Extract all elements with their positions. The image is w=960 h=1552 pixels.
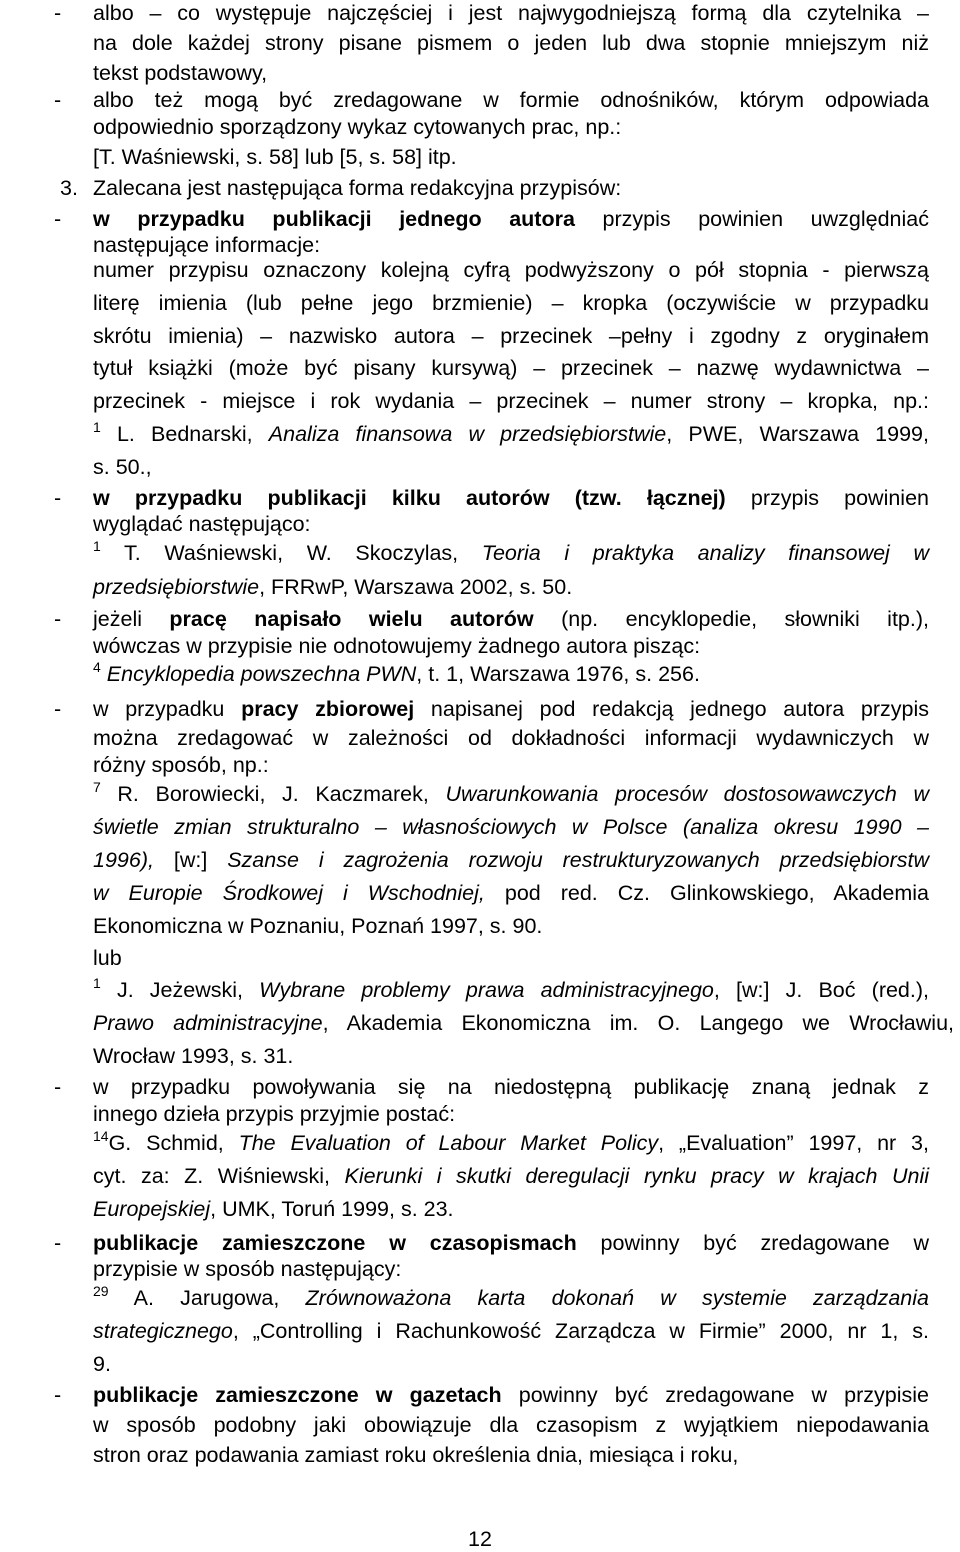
italic-title: Wybrane problemy prawa administracyjnego [259, 978, 714, 1002]
footnote-marker: 1 [93, 975, 101, 991]
page-number: 12 [468, 1527, 492, 1551]
list-dash: - [54, 1383, 62, 1407]
text-line [93, 1233, 929, 1255]
footnote-marker: 1 [93, 419, 101, 435]
list-dash: - [54, 697, 62, 721]
text-line [93, 883, 929, 905]
text-line: przecinek - miejsce i rok wydania – przecinek – numer strony – kropka, np.: [93, 389, 929, 413]
italic-title: The Evaluation of Labour Market Policy [238, 1131, 659, 1155]
text-span: L. Bednarski, [100, 422, 269, 446]
text-line [93, 209, 929, 231]
text-span: , PWE, Warszawa 1999, [666, 422, 929, 446]
text-line: w sposób podobny jaki obowiązuje dla czasopism z wyjątkiem niepodawania [93, 1413, 929, 1437]
text-line [93, 699, 929, 721]
italic-title: w Europie Środkowej i Wschodniej, [93, 881, 485, 905]
list-dash: - [54, 1075, 62, 1099]
text-line: skrótu imienia) – nazwisko autora – przecinek –pełny i zgodny z oryginałem [93, 324, 929, 348]
italic-title: Szanse i zagrożenia rozwoju restrukturyzowanych przedsiębiorstw [227, 848, 929, 872]
text-span: w przypadku [93, 697, 242, 721]
text-span: jeżeli [93, 607, 170, 631]
bold-text: w przypadku publikacji jednego autora [93, 207, 575, 231]
text-span: powinny być zredagowane w przypisie [501, 1383, 929, 1407]
text-span: pod red. Cz. Glinkowskiego, Akademia [484, 881, 930, 905]
text-span: G. Schmid, [108, 1131, 239, 1155]
footnote-marker: 29 [93, 1283, 109, 1299]
text-line: wyglądać następująco: [93, 512, 311, 536]
text-line: numer przypisu oznaczony kolejną cyfrą podwyższony o pół stopnia - pierwszą [93, 258, 929, 282]
text-span: (np. encyklopedie, słowniki itp.), [533, 607, 929, 631]
text-line: na dole każdej strony pisane pismem o jeden lub dwa stopnie mniejszym niż [93, 31, 929, 55]
text-span: , UMK, Toruń 1999, s. 23. [210, 1197, 454, 1221]
text-line [93, 1013, 954, 1035]
text-line: w przypadku powoływania się na niedostępną publikację znaną jednak z [93, 1075, 929, 1099]
bold-text: w przypadku publikacji kilku autorów (tzw. [93, 486, 647, 510]
text-line: 9. [93, 1352, 111, 1376]
text-line [93, 488, 929, 510]
text-line: można zredagować w zależności od dokładności informacji wydawniczych w [93, 726, 929, 750]
text-line [93, 659, 700, 686]
text-span: R. Borowiecki, J. Kaczmarek, [100, 782, 446, 806]
section-number: 3. [60, 176, 78, 200]
text-line [93, 850, 929, 872]
list-dash: - [54, 1, 62, 25]
footnote-marker: 14 [93, 1128, 109, 1144]
italic-title: przedsiębiorstwie [93, 575, 260, 599]
text-span: J. Jeżewski, [100, 978, 260, 1002]
italic-title: Analiza finansowa w przedsiębiorstwie [268, 422, 667, 446]
bold-text: publikacje zamieszczone w gazetach [93, 1383, 502, 1407]
text-line: stron oraz podawania zamiast roku określenia dnia, miesiąca i roku, [93, 1443, 739, 1467]
text-line: lub [93, 946, 122, 970]
text-span: napisanej pod redakcją jednego autora przypis [414, 697, 930, 721]
text-line: wówczas w przypisie nie odnotowujemy żadnego autora pisząc: [93, 634, 701, 658]
text-line [93, 817, 929, 839]
text-span: , „Controlling i Rachunkowość Zarządcza w Firmie” 2000, nr 1, s. [232, 1319, 929, 1343]
text-span: , [w:] J. Boć (red.), [713, 978, 929, 1002]
italic-title: Prawo administracyjne [93, 1011, 323, 1035]
italic-title: Encyklopedia powszechna PWN [100, 662, 417, 686]
list-dash: - [54, 88, 62, 112]
footnote-marker: 1 [93, 538, 101, 554]
text-span: , Akademia Ekonomiczna im. O. Langego we Wrocławiu, [322, 1011, 954, 1035]
text-line [93, 419, 929, 446]
text-span: powinny być zredagowane w [576, 1231, 929, 1255]
italic-title: świetle zmian strukturalno – własnościowych w Polsce (analiza okresu 1990 – [93, 815, 929, 839]
bold-text: łącznej) [646, 486, 726, 510]
text-span: przypis powinien uwzględniać [574, 207, 929, 231]
footnote-marker: 7 [93, 779, 101, 795]
text-line [93, 1128, 929, 1155]
footnote-marker: 4 [93, 659, 101, 675]
text-line: Wrocław 1993, s. 31. [93, 1044, 294, 1068]
text-line: innego dzieła przypis przyjmie postać: [93, 1102, 456, 1126]
text-span: A. Jarugowa, [108, 1286, 306, 1310]
italic-title: Uwarunkowania procesów dostosowawczych w [445, 782, 930, 806]
italic-title: Kierunki i skutki deregulacji rynku pracy w krajach Unii [344, 1164, 929, 1188]
text-line: [T. Waśniewski, s. 58] lub [5, s. 58] itp. [93, 145, 457, 169]
text-span: T. Waśniewski, W. Skoczylas, [100, 541, 482, 565]
text-line [93, 577, 572, 599]
bold-text: publikacje zamieszczone w czasopismach [93, 1231, 577, 1255]
text-span: , „Evaluation” 1997, nr 3, [658, 1131, 929, 1155]
bold-text: pracę napisało wielu autorów [169, 607, 534, 631]
text-span: przypis powinien [725, 486, 929, 510]
text-line: tytuł książki (może być pisany kursywą) – przecinek – nazwę wydawnictwa – [93, 356, 929, 380]
text-span: , FRRwP, Warszawa 2002, s. 50. [259, 575, 573, 599]
italic-title: Teoria i praktyka analizy finansowej w [481, 541, 929, 565]
text-line: literę imienia (lub pełne jego brzmienie) – kropka (oczywiście w przypadku [93, 291, 929, 315]
text-line [93, 1199, 454, 1221]
bold-text: pracy zbiorowej [241, 697, 415, 721]
text-span: , t. 1, Warszawa 1976, s. 256. [416, 662, 700, 686]
list-dash: - [54, 207, 62, 231]
text-line [93, 1385, 929, 1407]
italic-title: strategicznego [93, 1319, 233, 1343]
text-line [93, 1321, 929, 1343]
text-line: s. 50., [93, 455, 152, 479]
italic-title: Zrównoważona karta dokonań w systemie zarządzania [305, 1286, 929, 1310]
text-line [93, 1283, 929, 1310]
text-line: albo też mogą być zredagowane w formie odnośników, którym odpowiada [93, 88, 929, 112]
text-line [93, 538, 929, 565]
text-line [93, 779, 930, 806]
list-dash: - [54, 1231, 62, 1255]
text-line: następujące informacje: [93, 233, 321, 257]
text-span: [w:] [153, 848, 228, 872]
list-dash: - [54, 607, 62, 631]
text-line: odpowiednio sporządzony wykaz cytowanych prac, np.: [93, 115, 622, 139]
text-line: przypisie w sposób następujący: [93, 1257, 402, 1281]
text-line: albo – co występuje najczęściej i jest najwygodniejszą formą dla czytelnika – [93, 1, 929, 25]
text-line [93, 1166, 929, 1188]
text-line: Zalecana jest następująca forma redakcyjna przypisów: [93, 176, 622, 200]
text-line [93, 975, 929, 1002]
italic-title: Europejskiej [93, 1197, 211, 1221]
text-span: cyt. za: Z. Wiśniewski, [93, 1164, 345, 1188]
text-line: tekst podstawowy, [93, 61, 268, 85]
list-dash: - [54, 486, 62, 510]
text-line: różny sposób, np.: [93, 753, 269, 777]
text-line: Ekonomiczna w Poznaniu, Poznań 1997, s. 90. [93, 914, 543, 938]
italic-title: 1996), [93, 848, 154, 872]
text-line [93, 609, 929, 631]
